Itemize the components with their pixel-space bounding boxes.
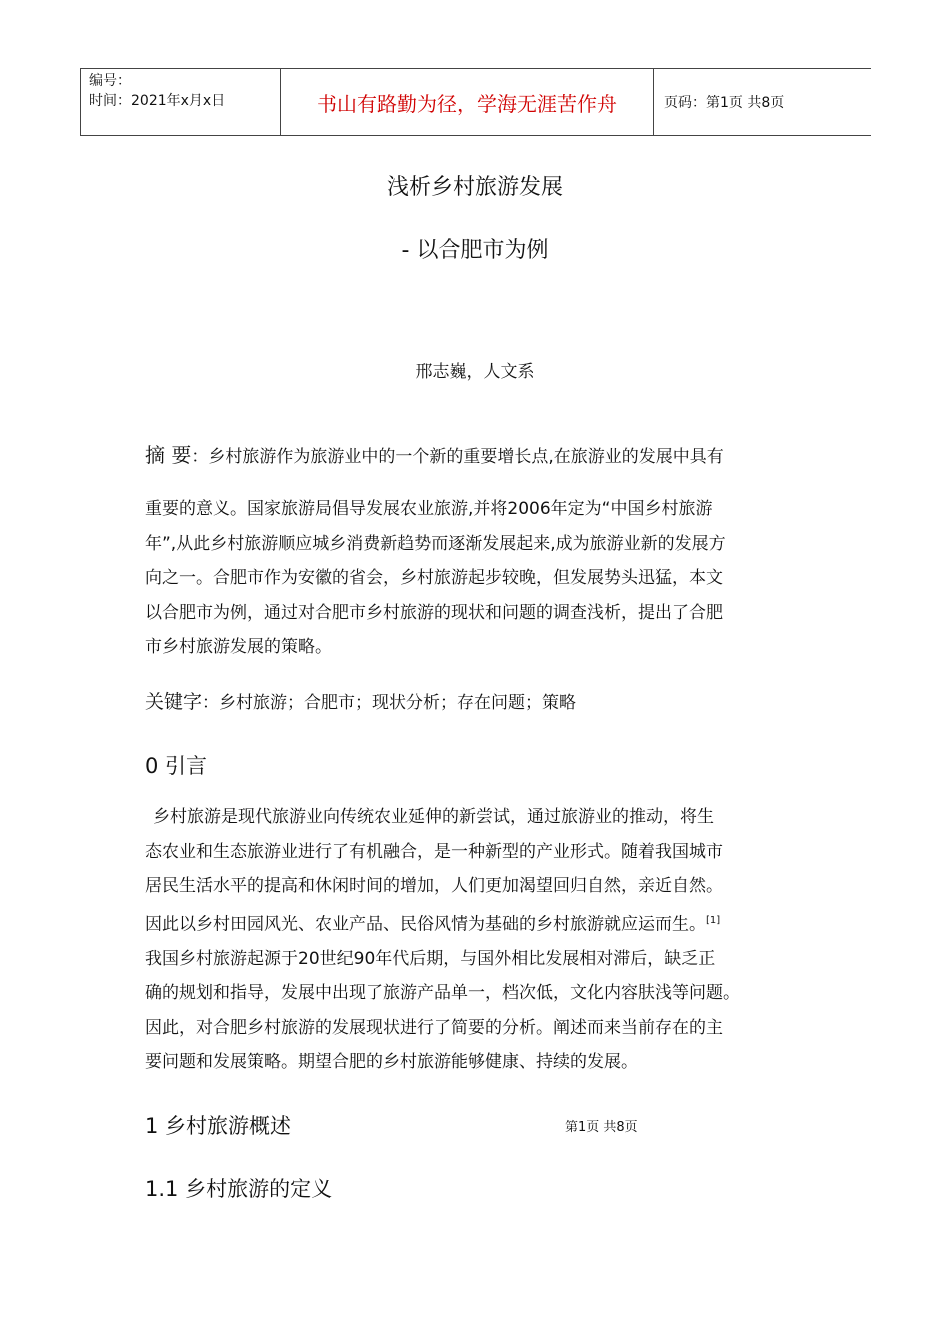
keywords-line (145, 690, 805, 715)
body-line-with-citation (145, 904, 805, 942)
body-line: 因此，对合肥乡村旅游的发展现状进行了简要的分析。阐述而来当前存在的主 (145, 1017, 723, 1038)
abstract-line: 以合肥市为例，通过对合肥市乡村旅游的现状和问题的调查浅析，提出了合肥 (145, 602, 723, 623)
abstract-line: 向之一。合肥市作为安徽的省会，乡村旅游起步较晚，但发展势头迅猛，本文 (145, 568, 723, 588)
header-page-code: 页码：第1页 共8页 (664, 95, 785, 111)
body-line: 态农业和生态旅游业进行了有机融合，是一种新型的产业形式。随着我国城市 (145, 841, 723, 862)
section-1-1-heading: 1.1 乡村旅游的定义 (145, 1177, 333, 1201)
keywords-text: ：乡村旅游；合肥市；现状分析；存在问题；策略 (202, 693, 577, 713)
abstract-body (145, 492, 805, 665)
body-line: 确的规划和指导，发展中出现了旅游产品单一，档次低，文化内容肤浅等问题。 (145, 983, 740, 1004)
body-line: 乡村旅游是现代旅游业向传统农业延伸的新尝试，通过旅游业的推动，将生 (153, 807, 714, 827)
header-table (80, 68, 871, 136)
page-subtitle: - 以合肥市为例 (401, 238, 549, 263)
number-label: 编号： (89, 73, 131, 89)
page-title: 浅析乡村旅游发展 (386, 175, 563, 200)
abstract-label: 摘 要 (145, 443, 192, 467)
abstract-line: 重要的意义。国家旅游局倡导发展农业旅游,并将2006年定为“中国乡村旅游 (145, 499, 713, 519)
body-line: 因此以乡村田园风光、农业产品、民俗风情为基础的乡村旅游就应运而生。 (145, 914, 706, 935)
section-0-heading: 0 引言 (145, 754, 208, 778)
body-line: 居民生活水平的提高和休闲时间的增加，人们更加渴望回归自然，亲近自然。 (145, 876, 723, 896)
section-0-body (145, 800, 805, 1080)
keywords-label: 关键字 (145, 691, 203, 713)
body-line: 我国乡村旅游起源于20世纪90年代后期，与国外相比发展相对滞后，缺乏正 (145, 948, 716, 969)
header-motto: 书山有路勤为径，学海无涯苦作舟 (281, 69, 654, 135)
time-label: 时间：2021年x月x日 (89, 93, 226, 109)
section-1-heading: 1 乡村旅游概述 (145, 1114, 292, 1138)
abstract-first-line (145, 444, 805, 468)
abstract-line: 市乡村旅游发展的策略。 (145, 637, 332, 657)
abstract-line: 年”,从此乡村旅游顺应城乡消费新趋势而逐渐发展起来,成为旅游业新的发展方 (145, 533, 726, 554)
header-meta (81, 69, 281, 135)
abstract-line1: ：乡村旅游作为旅游业中的一个新的重要增长点,在旅游业的发展中具有 (191, 447, 724, 467)
body-line: 要问题和发展策略。期望合肥的乡村旅游能够健康、持续的发展。 (145, 1052, 638, 1073)
footer-page-number: 第1页 共8页 (565, 1120, 638, 1135)
author-line: 邢志巍，人文系 (415, 362, 535, 382)
citation-ref: [1] (706, 914, 721, 926)
